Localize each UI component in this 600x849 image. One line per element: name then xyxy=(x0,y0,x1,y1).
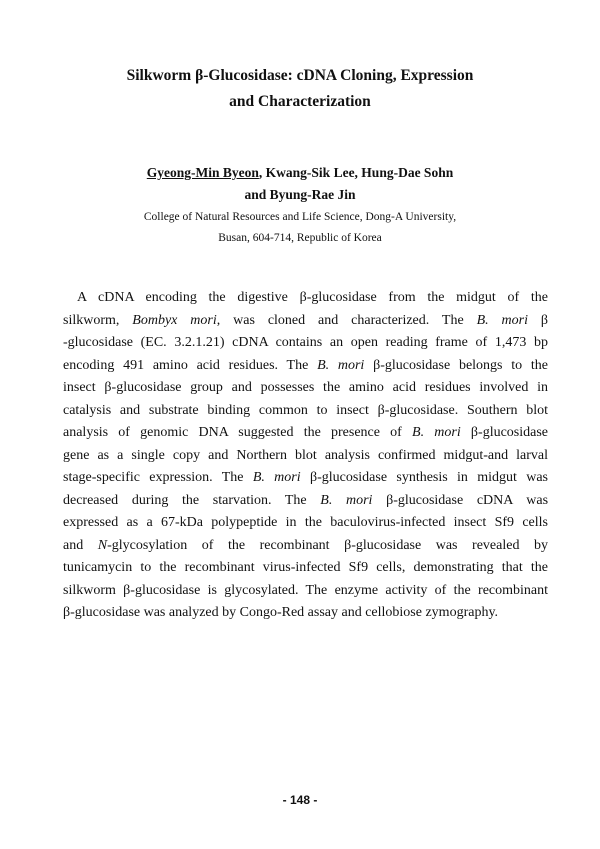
italic-term: B. mori xyxy=(476,312,528,328)
paper-title xyxy=(40,63,560,115)
italic-term: B. mori xyxy=(317,357,365,373)
abstract-line: analysis of genomic DNA suggested the presence of B. mori β-glucosidase xyxy=(63,425,548,440)
abstract-line: silkworm, Bombyx mori, was cloned and characterized. The B. mori β xyxy=(63,312,548,328)
abstract-line: tunicamycin to the recombinant virus-infected Sf9 cells, demonstrating that the xyxy=(63,560,548,575)
italic-term: B. mori xyxy=(252,470,301,485)
abstract-line: insect β-glucosidase group and possesses the amino acid residues involved in xyxy=(63,380,548,395)
abstract-line: A cDNA encoding the digestive β-glucosidase from the midgut of the xyxy=(77,290,548,305)
title-line-1: Silkworm β-Glucosidase: cDNA Cloning, Expression xyxy=(126,67,474,84)
affiliation xyxy=(40,207,560,249)
italic-term: Bombyx mori xyxy=(132,312,217,328)
abstract-line: decreased during the starvation. The B. mori β-glucosidase cDNA was xyxy=(63,492,548,508)
abstract-line: silkworm β-glucosidase is glycosylated. The enzyme activity of the recombinant xyxy=(63,582,548,598)
affiliation-line-1: College of Natural Resources and Life Science, Dong-A University, xyxy=(143,211,457,223)
abstract-line: gene as a single copy and Northern blot analysis confirmed midgut-and larval xyxy=(63,447,548,463)
italic-term: B. mori xyxy=(412,425,461,440)
italic-term: B. mori xyxy=(320,492,373,508)
abstract-line: expressed as a 67-kDa polypeptide in the baculovirus-infected insect Sf9 cells xyxy=(63,515,548,530)
abstract-body xyxy=(63,287,548,625)
co-authors: , Kwang-Sik Lee, Hung-Dae Sohn xyxy=(258,165,454,180)
author-line-2: and Byung-Rae Jin xyxy=(244,187,356,202)
abstract-line: stage-specific expression. The B. mori β-glucosidase synthesis in midgut was xyxy=(63,470,548,485)
abstract-line: encoding 491 amino acid residues. The B. mori β-glucosidase belongs to the xyxy=(63,357,548,373)
page-number: - 148 - xyxy=(282,793,318,807)
affiliation-line-2: Busan, 604-714, Republic of Korea xyxy=(218,232,382,244)
italic-term: N- xyxy=(97,537,112,553)
abstract-line: and N-glycosylation of the recombinant β-glucosidase was revealed by xyxy=(63,537,548,553)
author-line-1 xyxy=(40,162,560,184)
abstract-line: catalysis and substrate binding common to insect β-glucosidase. Southern blot xyxy=(63,402,548,418)
author-list xyxy=(40,162,560,206)
abstract-line: β-glucosidase was analyzed by Congo-Red assay and cellobiose zymography. xyxy=(63,605,499,620)
abstract-line: -glucosidase (EC. 3.2.1.21) cDNA contains an open reading frame of 1,473 bp xyxy=(63,335,548,350)
title-line-2: and Characterization xyxy=(229,93,371,110)
presenting-author: Gyeong-Min Byeon xyxy=(146,165,259,180)
